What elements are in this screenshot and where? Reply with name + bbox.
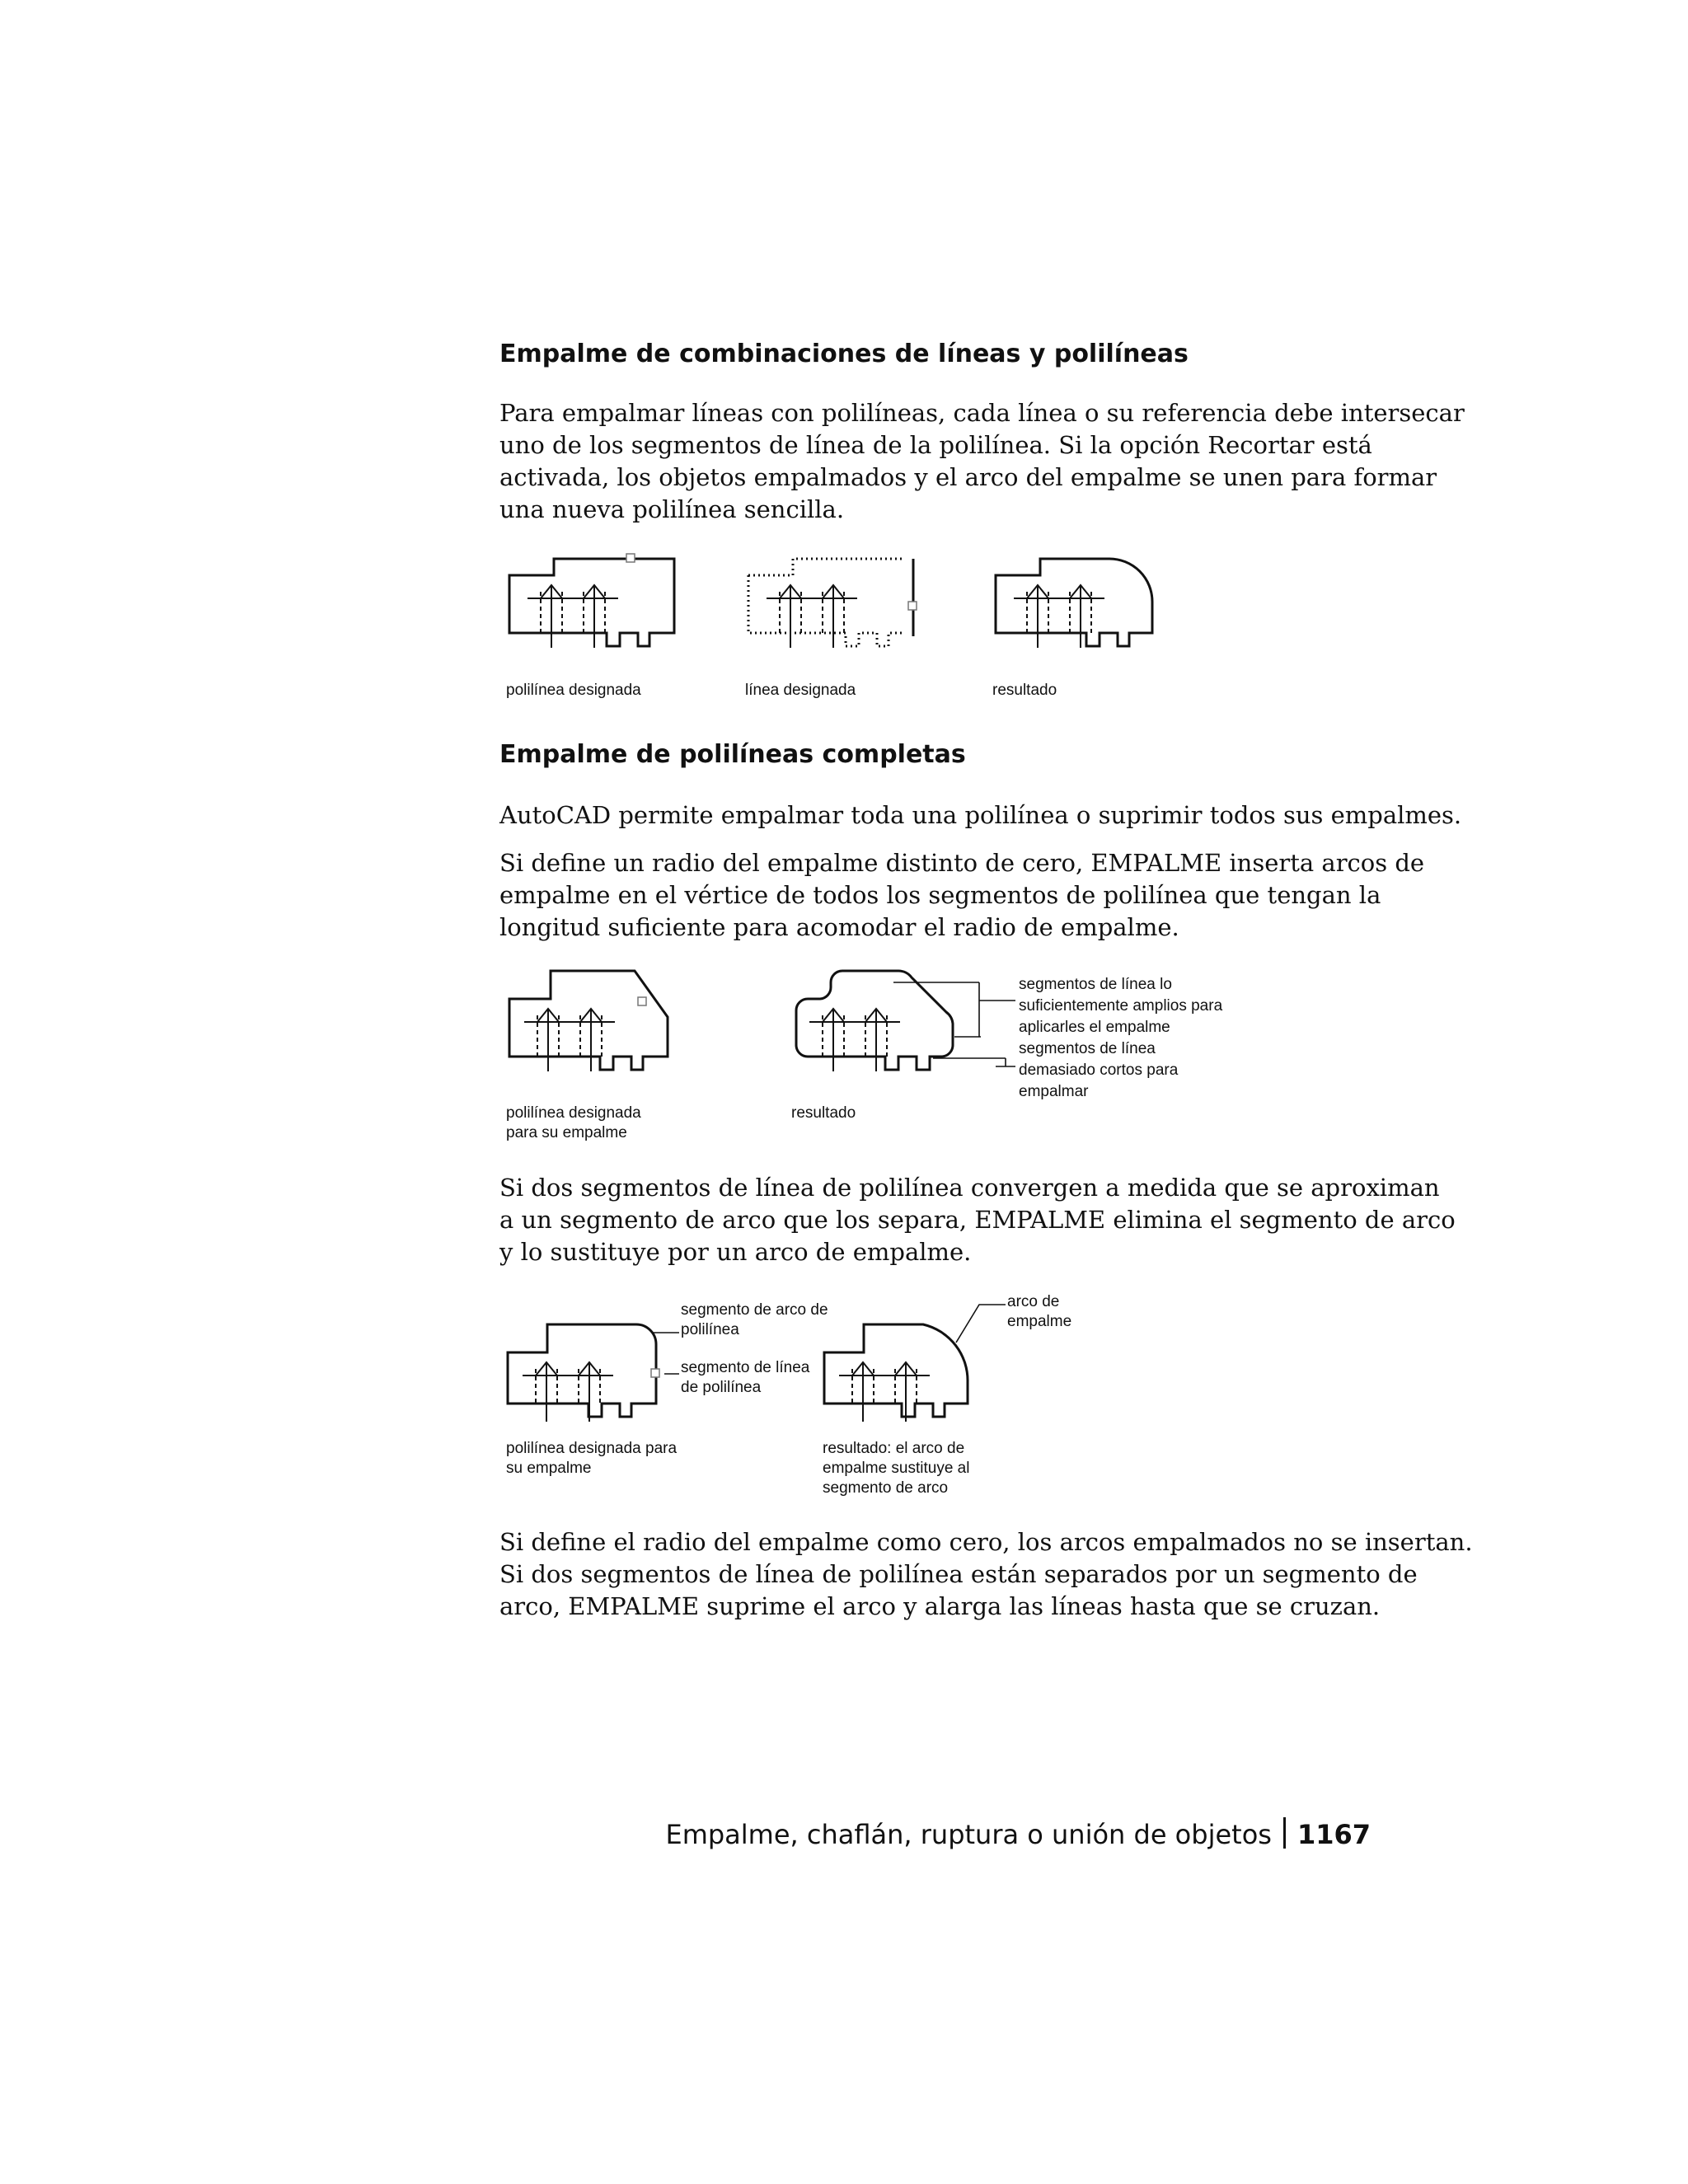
paragraph-line: Para empalmar líneas con polilíneas, cada línea o su referencia debe intersecar — [499, 399, 1465, 427]
paragraph-line: Si dos segmentos de línea de polilínea convergen a medida que se aproximan — [499, 1174, 1440, 1202]
section-heading-complete-polylines: Empalme de polilíneas completas — [499, 740, 966, 769]
paragraph-line: AutoCAD permite empalmar toda una polilínea o suprimir todos sus empalmes. — [499, 801, 1462, 829]
paragraph-line: arco, EMPALME suprime el arco y alarga las líneas hasta que se cruzan. — [499, 1592, 1381, 1620]
callout-line-segment-line1: segmento de línea — [681, 1359, 810, 1376]
callout-long-line1: segmentos de línea lo — [1019, 976, 1172, 993]
figure-whole-polyline-fillet-drawing — [495, 964, 1286, 1154]
paragraph-line: y lo sustituye por un arco de empalme. — [499, 1238, 972, 1266]
caption-polyline-arc-line2: su empalme — [506, 1460, 592, 1477]
fillet-result-diagram — [992, 559, 1152, 699]
paragraph-line: uno de los segmentos de línea de la polilínea. Si la opción Recortar está — [499, 431, 1372, 459]
selected-line-diagram — [745, 559, 917, 699]
paragraph-autocad-fillet — [499, 799, 1462, 832]
caption-selected-polyline: polilínea designada — [506, 682, 641, 699]
paragraph-converging-segments — [499, 1172, 1456, 1268]
callout-short-line2: demasiado cortos para — [1019, 1062, 1179, 1079]
callout-long-line3: aplicarles el empalme — [1019, 1019, 1170, 1036]
polyline-arc-for-fillet-diagram — [506, 1301, 828, 1477]
page-footer — [665, 1817, 1371, 1850]
page-number: 1167 — [1296, 1819, 1371, 1850]
arc-fillet-result-diagram — [823, 1293, 1071, 1497]
callout-leader-short — [933, 1058, 1015, 1066]
paragraph-lines-polylines — [499, 397, 1465, 526]
callout-fillet-arc-line2: empalme — [1007, 1313, 1072, 1330]
paragraph-line: Si dos segmentos de línea de polilínea están separados por un segmento de — [499, 1560, 1418, 1588]
callout-leader-long — [893, 982, 1015, 1037]
figure-whole-polyline-fillet — [495, 964, 1286, 1154]
polyline-for-fillet-diagram — [506, 971, 668, 1141]
caption-polyline-arc-line1: polilínea designada para — [506, 1440, 678, 1457]
paragraph-line: Si define el radio del empalme como cero, los arcos empalmados no se insertan. — [499, 1528, 1473, 1556]
callout-arc-segment-line2: polilínea — [681, 1321, 739, 1338]
callout-arc-segment-line1: segmento de arco de — [681, 1301, 828, 1319]
paragraph-line: a un segmento de arco que los separa, EMPALME elimina el segmento de arco — [499, 1206, 1456, 1234]
figure-arc-segment-fillet-drawing — [495, 1290, 1121, 1504]
figure-arc-segment-fillet — [495, 1290, 1121, 1504]
caption-selected-line: línea designada — [745, 682, 856, 699]
footer-separator — [1283, 1817, 1286, 1849]
callout-fillet-arc-leader — [956, 1305, 1006, 1343]
caption-polyline-for-fillet: polilínea designada — [506, 1104, 641, 1122]
caption-polyline-for-fillet-line2: para su empalme — [506, 1124, 627, 1141]
callout-line-segment-line2: de polilínea — [681, 1379, 762, 1396]
callout-long-line2: suficientemente amplios para — [1019, 997, 1223, 1015]
callout-short-line1: segmentos de línea — [1019, 1040, 1156, 1057]
paragraph-nonzero-radius — [499, 847, 1425, 944]
selected-polyline-diagram — [506, 554, 674, 699]
paragraph-line: Si define un radio del empalme distinto de cero, EMPALME inserta arcos de — [499, 849, 1425, 877]
footer-chapter-title: Empalme, chaflán, ruptura o unión de objetos — [665, 1819, 1272, 1850]
paragraph-line: activada, los objetos empalmados y el arco del empalme se unen para formar — [499, 463, 1437, 491]
paragraph-zero-radius — [499, 1526, 1473, 1623]
caption-arc-result-line3: segmento de arco — [823, 1479, 949, 1497]
caption-result: resultado — [992, 682, 1057, 699]
callout-fillet-arc-line1: arco de — [1007, 1293, 1060, 1310]
whole-fillet-result-diagram — [791, 971, 953, 1122]
caption-arc-result-line2: empalme sustituye al — [823, 1460, 970, 1477]
figure-line-polyline-fillet — [495, 544, 1203, 709]
caption-whole-fillet-result: resultado — [791, 1104, 856, 1122]
figure-line-polyline-fillet-drawing — [495, 544, 1203, 709]
paragraph-line: longitud suficiente para acomodar el radio de empalme. — [499, 913, 1179, 941]
paragraph-line: empalme en el vértice de todos los segmentos de polilínea que tengan la — [499, 881, 1381, 909]
section-heading-lines-polylines: Empalme de combinaciones de líneas y polilíneas — [499, 340, 1189, 368]
callout-short-line3: empalmar — [1019, 1083, 1089, 1100]
caption-arc-result-line1: resultado: el arco de — [823, 1440, 965, 1457]
paragraph-line: una nueva polilínea sencilla. — [499, 495, 845, 523]
